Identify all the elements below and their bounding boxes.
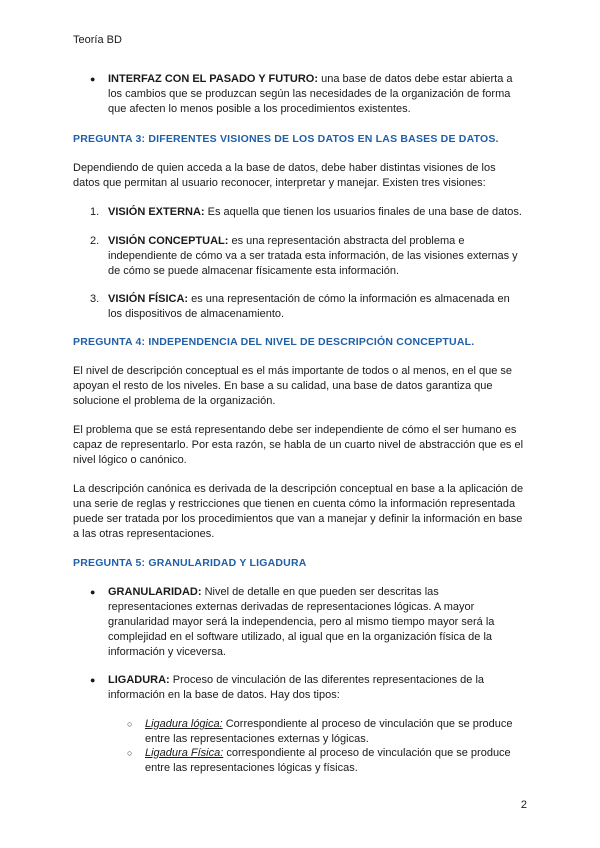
vision-fisica-text-2: los dispositivos de almacenamiento. <box>108 308 285 320</box>
s4p2-line-1: El problema que se está representando debe ser independiente de cómo el ser humano es <box>73 424 517 436</box>
section3-intro-1: Dependiendo de quien acceda a la base de datos, debe haber distintas visiones de los <box>73 162 496 174</box>
section3-heading: PREGUNTA 3: DIFERENTES VISIONES DE LOS DATOS EN LAS BASES DE DATOS. <box>73 133 499 145</box>
section4-paragraph-1 <box>73 364 529 409</box>
granularidad-bullet <box>90 585 530 660</box>
granularidad-text-3: granularidad mayor será la independencia, pero al mismo tiempo mayor será la <box>108 616 495 628</box>
ligadura-logica-label: Ligadura lógica: <box>145 718 223 730</box>
ligadura-fisica-item <box>127 746 527 776</box>
section3-intro <box>73 161 529 191</box>
s4p3-line-3: puede ser tratada por los procedimientos que van a manejar y definir la información en base <box>73 513 523 525</box>
circle-bullet-icon: ○ <box>127 748 133 758</box>
ligadura-logica-text-1: Correspondiente al proceso de vinculación que se produce <box>225 718 513 730</box>
ligadura-logica-item <box>127 717 527 747</box>
vision-fisica-label: VISIÓN FÍSICA: <box>108 293 189 305</box>
vision-conceptual-text-2: independiente de cómo va a ser tratada esta información, de las visiones externas y <box>108 250 518 262</box>
interfaz-text-2: los cambios que se produzcan según las necesidades de la organización de forma <box>108 88 511 100</box>
item-number: 2. <box>90 235 100 247</box>
s4p3-line-4: a las otras representaciones. <box>73 528 215 540</box>
page-header: Teoría BD <box>73 34 122 46</box>
vision-fisica-text-1: es una representación de cómo la información es almacenada en <box>191 293 510 305</box>
s4p1-line-3: solucione el problema de la organización. <box>73 395 276 407</box>
s4p1-line-2: apoyan el resto de los niveles. En base a su calidad, una base de datos garantiza que <box>73 380 493 392</box>
interfaz-bullet <box>90 72 530 117</box>
ligadura-fisica-text-2: entre las representaciones lógicas y físicas. <box>145 762 358 774</box>
item-number: 1. <box>90 206 100 218</box>
granularidad-text-5: información y viceversa. <box>108 646 226 658</box>
section4-paragraph-3 <box>73 482 529 542</box>
s4p2-line-3: nivel lógico o canónico. <box>73 454 187 466</box>
page-number: 2 <box>520 799 527 811</box>
ligadura-fisica-label: Ligadura Física: <box>145 747 224 759</box>
section5-heading: PREGUNTA 5: GRANULARIDAD Y LIGADURA <box>73 557 307 569</box>
section4-paragraph-2 <box>73 423 529 468</box>
ligadura-label: LIGADURA: <box>108 674 170 686</box>
vision-externa-text: Es aquella que tienen los usuarios finales de una base de datos. <box>207 206 522 218</box>
granularidad-text-4: complejidad en el software utilizado, al igual que en la organización física de la <box>108 631 493 643</box>
s4p3-line-2: una serie de reglas y restricciones que tienen en cuenta cómo la información representada <box>73 498 516 510</box>
ligadura-logica-text-2: entre las representaciones externas y lógicas. <box>145 733 369 745</box>
granularidad-text-1: Nivel de detalle en que pueden ser descritas las <box>204 586 439 598</box>
circle-bullet-icon: ○ <box>127 719 133 729</box>
granularidad-label: GRANULARIDAD: <box>108 586 202 598</box>
ligadura-bullet <box>90 673 530 703</box>
interfaz-text-3: que afecten lo menos posible a los procedimientos existentes. <box>108 103 411 115</box>
section3-item-1 <box>90 205 530 220</box>
granularidad-text-2: representaciones externas derivadas de representaciones lógicas. A mayor <box>108 601 475 613</box>
section3-intro-2: datos que permitan al usuario reconocer, interpretar y manejar. Existen tres visiones: <box>73 177 486 189</box>
section3-item-2 <box>90 234 530 279</box>
interfaz-text-1: una base de datos debe estar abierta a <box>321 73 513 85</box>
ligadura-text-1: Proceso de vinculación de las diferentes representaciones de la <box>172 674 485 686</box>
s4p3-line-1: La descripción canónica es derivada de la descripción conceptual en base a la aplicación de <box>73 483 524 495</box>
ligadura-fisica-text-1: correspondiente al proceso de vinculación que se produce <box>226 747 511 759</box>
ligadura-text-2: información en la base de datos. Hay dos tipos: <box>108 689 340 701</box>
bullet-icon: ● <box>90 587 96 597</box>
section3-item-3 <box>90 292 530 322</box>
s4p1-line-1: El nivel de descripción conceptual es el más importante de todos o al menos, en el que se <box>73 365 513 377</box>
section4-heading: PREGUNTA 4: INDEPENDENCIA DEL NIVEL DE DESCRIPCIÓN CONCEPTUAL. <box>73 336 475 348</box>
bullet-icon: ● <box>90 675 96 685</box>
interfaz-label: INTERFAZ CON EL PASADO Y FUTURO: <box>108 73 319 85</box>
s4p2-line-2: capaz de representarlo. Por esta razón, se habla de un cuarto nivel de abstracción que es el <box>73 439 524 451</box>
vision-conceptual-text-1: es una representación abstracta del problema e <box>231 235 465 247</box>
bullet-icon: ● <box>90 74 96 84</box>
vision-externa-label: VISIÓN EXTERNA: <box>108 206 205 218</box>
vision-conceptual-text-3: de cómo se puede almacenar físicamente esta información. <box>108 265 400 277</box>
item-number: 3. <box>90 293 100 305</box>
vision-conceptual-label: VISIÓN CONCEPTUAL: <box>108 235 229 247</box>
